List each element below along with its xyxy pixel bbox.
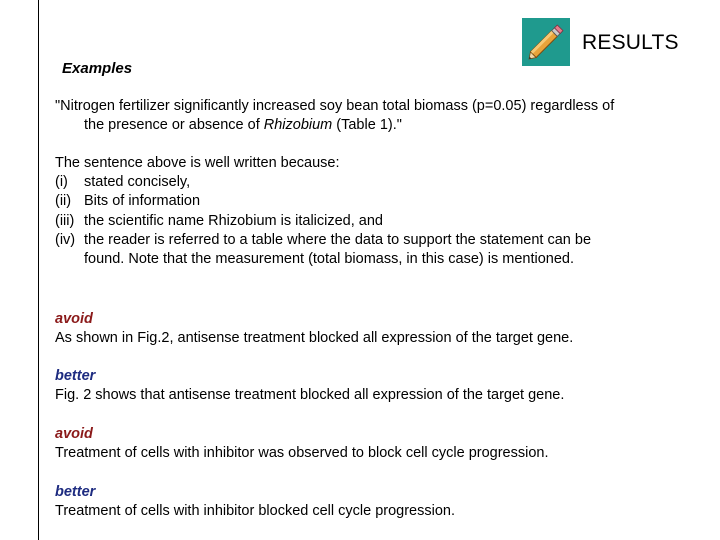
example-label-avoid: avoid [55,311,93,327]
example-label-better: better [55,368,96,384]
list-item-text: the scientific name Rhizobium is italicized, and [84,212,383,229]
example-label-avoid: avoid [55,426,93,442]
example-block [55,425,548,463]
example-block [55,310,573,348]
quote-line-2-post: (Table 1)." [332,117,402,133]
list-item-number: (i) [55,174,68,191]
pencil-icon [522,18,570,66]
example-text: Treatment of cells with inhibitor blocked cell cycle progression. [55,503,455,519]
list-item-text: Bits of information [84,193,201,210]
list-item [55,212,591,231]
list-item [55,231,591,250]
list-item [55,192,591,211]
example-block [55,483,455,521]
list-item-number: (ii) [55,193,72,210]
example-block [55,367,564,405]
quote-line-2-italic: Rhizobium [263,117,333,133]
quote-line-2-pre: the presence or absence of [84,117,264,133]
example-text: Fig. 2 shows that antisense treatment blocked all expression of the target gene. [55,387,565,403]
explanation-list [55,154,591,269]
example-text: Treatment of cells with inhibitor was observed to block cell cycle progression. [55,445,549,461]
slide-title: RESULTS [582,31,679,54]
example-label-better: better [55,484,96,500]
quote-line-2 [84,116,402,135]
example-text: As shown in Fig.2, antisense treatment blocked all expression of the target gene. [55,330,574,346]
quote-line-1: "Nitrogen fertilizer significantly increased soy bean total biomass (p=0.05) regardless of [55,98,615,114]
list-item-text: stated concisely, [84,174,191,191]
explanation-intro: The sentence above is well written because: [55,155,340,171]
list-item-number: (iv) [55,231,76,248]
left-margin-rule [38,0,39,540]
list-item-number: (iii) [55,212,75,229]
list-item [55,173,591,192]
section-heading: Examples [62,60,133,77]
list-item-continuation: found. Note that the measurement (total biomass, in this case) is mentioned. [84,250,575,267]
list-item-text: the reader is referred to a table where the data to support the statement can be [84,231,592,248]
